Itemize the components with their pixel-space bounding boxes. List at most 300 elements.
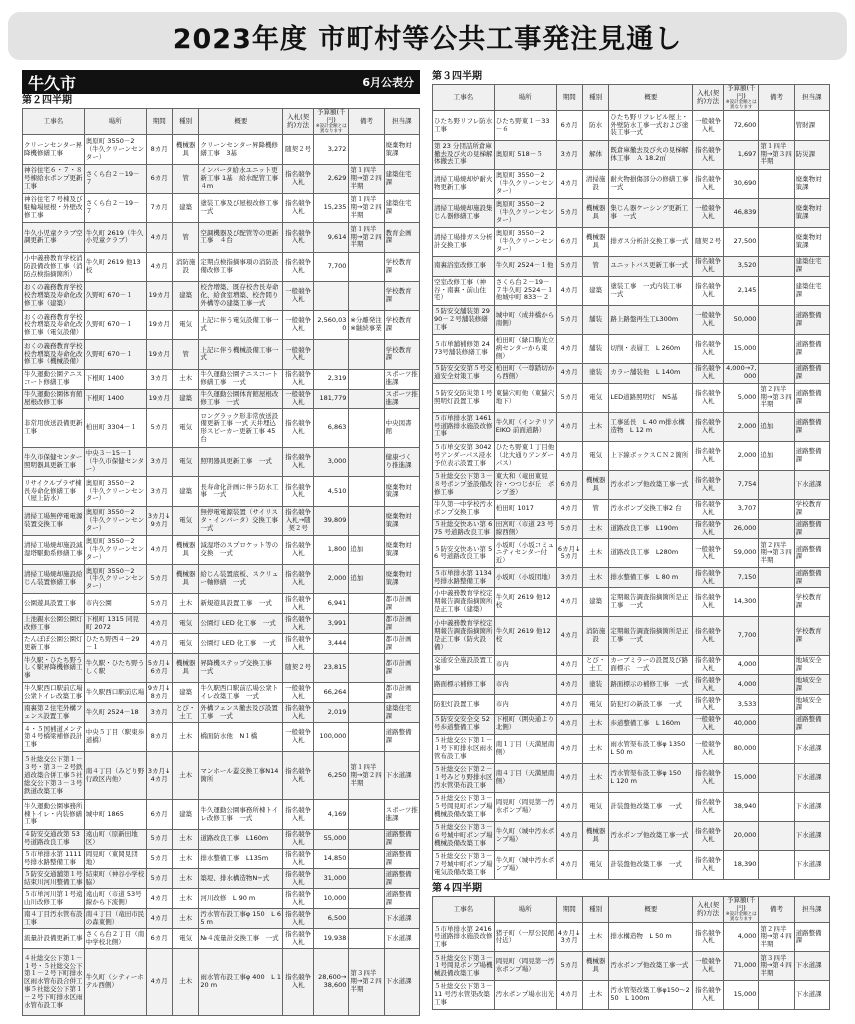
cell-summary: 空調機器及び配管等の更新工事 ４台 xyxy=(199,223,283,252)
column-header-label: 工事名 xyxy=(453,904,474,913)
cell-period: 3カ月 xyxy=(146,448,172,477)
cell-type: 機械器具 xyxy=(172,654,198,683)
cell-remarks: 追加 xyxy=(759,441,794,470)
cell-name: 神谷住宅７号棟及び駐輪場屋根・外壁改修工事 xyxy=(23,194,85,223)
cell-name: ５防安交安第５号交通安全対策工事 xyxy=(433,363,495,383)
cell-period: 4カ月 xyxy=(556,821,582,850)
cell-name: ５防安交安全交 52 号歩道整備工事 xyxy=(433,714,495,734)
cell-summary: 無停電電源装置（サイリスタ・インバータ）交換工事一式 xyxy=(199,506,283,535)
cell-remarks xyxy=(759,227,794,256)
cell-type: 土木 xyxy=(582,763,608,792)
cell-cost: 7,150 xyxy=(724,568,759,588)
cell-period: 19カ月 xyxy=(146,311,172,340)
column-header-remarks xyxy=(759,85,794,111)
cell-cost: 100,000 xyxy=(314,723,349,752)
table-row xyxy=(433,412,830,441)
cell-remarks xyxy=(759,363,794,383)
cell-summary: クリーンセンター昇降機修繕工事 3基 xyxy=(199,135,283,164)
cell-period: 3カ月 xyxy=(146,703,172,723)
table-row xyxy=(433,588,830,617)
cell-place: 市内 xyxy=(494,655,556,675)
cell-place: 牛久町 2524－１他 xyxy=(494,256,556,276)
cell-place: 田宮町（市道 23 号線西側） xyxy=(494,519,556,539)
column-header-name xyxy=(433,897,495,923)
table-row xyxy=(23,829,420,849)
cell-cost: 46,839 xyxy=(724,198,759,227)
cell-place: 城中町（成井橋から南側） xyxy=(494,305,556,334)
quarter-label-q3: 第３四半期 xyxy=(432,71,482,82)
cell-dept: 下水道課 xyxy=(794,821,829,850)
cell-period: 4カ月 xyxy=(556,412,582,441)
cell-cost: 2,000 xyxy=(314,565,349,594)
cell-method: 指名競争入札 xyxy=(693,519,724,539)
cell-method: 一般競争入札 xyxy=(283,389,314,409)
cell-type: 土木 xyxy=(172,849,198,869)
cell-method: 指名競争入札 xyxy=(283,929,314,949)
table-row xyxy=(433,952,830,981)
cell-summary: 汚水ポンプ他改築工事一式 xyxy=(609,470,693,499)
column-header-label: 備考 xyxy=(360,116,373,125)
cell-period: 3カ月↓4カ月 xyxy=(146,752,172,800)
cell-type: 土木 xyxy=(582,568,608,588)
cell-summary: LED道路照明灯 N5基 xyxy=(609,383,693,412)
cell-dept: 廃棄物対策課 xyxy=(794,227,829,256)
cell-name: 南裏第２住宅外構フェンス設置工事 xyxy=(23,703,85,723)
cost-note: ※設計金額とは異なります xyxy=(725,911,757,922)
cell-place: 奥原町 3550－2（牛久クリーンセンター） xyxy=(494,198,556,227)
cell-cost: 15,235 xyxy=(314,194,349,223)
cell-dept: 学校教育課 xyxy=(794,499,829,519)
cell-dept: 地域安全課 xyxy=(794,675,829,695)
cell-type: 電気 xyxy=(582,383,608,412)
cell-period: 6カ月 xyxy=(146,164,172,193)
cell-period: 9カ月↓8カ月 xyxy=(146,683,172,703)
cell-dept: 学校教育課 xyxy=(794,617,829,655)
table-row xyxy=(23,164,420,193)
cell-dept: 道路整備課 xyxy=(794,714,829,734)
cell-cost: 18,390 xyxy=(724,850,759,879)
cell-place: 東大和（竜田東見谷・つつじが丘 ポンプ釜） xyxy=(494,470,556,499)
cell-type: 土木 xyxy=(582,412,608,441)
cell-place: ひたち野東１丁目他（北大通りアンダーパス） xyxy=(494,441,556,470)
column-header-summary xyxy=(609,897,693,923)
cell-method: 指名競争入札 xyxy=(693,675,724,695)
cell-summary: 排水整備工事 L 80 m xyxy=(609,568,693,588)
cell-cost: 50,000 xyxy=(724,305,759,334)
cell-type: 建築 xyxy=(172,389,198,409)
cell-summary: 上記に伴う機械設備工事一式 xyxy=(199,340,283,369)
cell-place: 下根町 1315 同見町 2072 xyxy=(84,614,146,634)
cell-type: 電気 xyxy=(172,506,198,535)
title-bar xyxy=(8,12,847,60)
cell-cost: 3,533 xyxy=(724,695,759,715)
cell-place: さくら台２丁目（南中学校北側） xyxy=(84,929,146,949)
cell-period: 4カ月 xyxy=(556,617,582,655)
cell-place: 小坂町（小坂団地） xyxy=(494,568,556,588)
cell-remarks xyxy=(759,695,794,715)
cell-name: ５防安交快あい第 56 号道路改良工事 xyxy=(433,539,495,568)
column-header-period xyxy=(556,85,582,111)
cell-remarks xyxy=(349,654,384,683)
table-row xyxy=(433,256,830,276)
cell-dept: 都市計画課 xyxy=(384,614,419,634)
cell-remarks xyxy=(759,617,794,655)
cell-period: 4カ月 xyxy=(556,363,582,383)
cell-dept: 道路整備課 xyxy=(794,363,829,383)
table-row xyxy=(23,634,420,654)
cell-method: 指名競争入札 xyxy=(283,800,314,829)
table-header-row xyxy=(433,85,830,111)
cell-type: 土木 xyxy=(172,723,198,752)
cell-dept: 道路整備課 xyxy=(794,519,829,539)
cell-place: 下根町（囲央通より北側） xyxy=(494,714,556,734)
cell-place: ひたち野西４－29－１ xyxy=(84,634,146,654)
cell-dept: 廃棄物対策課 xyxy=(384,506,419,535)
cell-dept: 下水道課 xyxy=(384,949,419,1016)
cell-dept: 都市計画課 xyxy=(384,683,419,703)
cell-summary: ひたち野リフレビル屋上・外壁防水工事一式および塗装工事一式 xyxy=(609,111,693,140)
cell-name: ５市単舗補修第 2473号舗装修繕工事 xyxy=(433,334,495,363)
cell-method: 一般競争入札 xyxy=(693,952,724,981)
cell-summary: 歩道整備工事 L 160m xyxy=(609,714,693,734)
cell-dept: 都市計画課 xyxy=(384,654,419,683)
cell-cost: 31,000 xyxy=(314,869,349,889)
cell-place: 牛久町（城中汚水ポンプ場） xyxy=(494,850,556,879)
cell-type: 塗装 xyxy=(582,363,608,383)
cell-name: 清掃工場焼却炉耐火物更新工事 xyxy=(433,169,495,198)
cell-method: 随契２号 xyxy=(283,135,314,164)
cell-type: 土木 xyxy=(582,923,608,952)
cell-cost: 5,000 xyxy=(724,383,759,412)
cell-dept: 建築住宅課 xyxy=(384,164,419,193)
cell-dept: 道路整備課 xyxy=(794,305,829,334)
right-column xyxy=(432,70,830,1018)
cell-remarks xyxy=(349,849,384,869)
cell-name: 神谷住宅６・７・８号棟給水ポンプ更新工事 xyxy=(23,164,85,193)
cell-place: 市内 xyxy=(494,695,556,715)
table-header-row xyxy=(23,109,420,135)
cell-dept: 建築住宅課 xyxy=(794,256,829,276)
cell-summary: 外構フェンス撤去及び設置工事 一式 xyxy=(199,703,283,723)
cell-summary: 公園灯 LED 化工事 一式 xyxy=(199,634,283,654)
cell-name: ５防安交防災第１号照明灯設置工事 xyxy=(433,383,495,412)
column-header-remarks xyxy=(759,897,794,923)
table-row xyxy=(23,535,420,564)
cell-place: 小坂町（小坂コミュニティセンター付近） xyxy=(494,539,556,568)
cell-method: 指名競争入札 xyxy=(693,441,724,470)
cell-method: 一般競争入札 xyxy=(693,539,724,568)
cell-method: 一般競争入札 xyxy=(693,111,724,140)
cell-dept: 管財課 xyxy=(794,111,829,140)
cell-cost: 3,000 xyxy=(314,448,349,477)
column-header-name xyxy=(23,109,85,135)
cell-method: 指名競争入札 xyxy=(693,588,724,617)
cell-remarks xyxy=(759,714,794,734)
cell-cost: 27,500 xyxy=(724,227,759,256)
cell-name: 清掃工場排ガス分析計交換工事 xyxy=(433,227,495,256)
cell-place: 久野町 670－１ xyxy=(84,340,146,369)
cell-cost: 72,600 xyxy=(724,111,759,140)
cell-summary: ユニットバス更新工事一式 xyxy=(609,256,693,276)
cell-name: 牛久運動公園テニスコート修繕工事 xyxy=(23,369,85,389)
cell-type: 建築 xyxy=(172,281,198,310)
cell-period: 4カ月 xyxy=(556,499,582,519)
cell-type: 土木 xyxy=(582,734,608,763)
cell-remarks: 第１四半期→第２四半期 xyxy=(349,223,384,252)
cell-period: 4カ月 xyxy=(556,675,582,695)
cell-place: 牛久町 2524－18 xyxy=(84,703,146,723)
column-header-label: 担当課 xyxy=(802,92,822,101)
cell-cost: 30,690 xyxy=(724,169,759,198)
cell-summary: 公園灯 LED 化工事 一式 xyxy=(199,614,283,634)
table-row xyxy=(433,655,830,675)
cell-type: 機械器具 xyxy=(172,135,198,164)
cell-cost: 1,800 xyxy=(314,535,349,564)
cell-name: 清掃工場焼却施設集じん器修繕工事 xyxy=(433,198,495,227)
cell-type: 土木 xyxy=(172,869,198,889)
column-header-label: 入札(契約)方法 xyxy=(697,900,720,917)
column-header-label: 概要 xyxy=(644,92,658,101)
cell-place: 遠山町（原新田地区） xyxy=(84,829,146,849)
cell-method: 指名競争入札 xyxy=(283,909,314,929)
cell-summary: 既倉庫撤去及び火の見梯解体工事 Ａ 18.2㎡ xyxy=(609,140,693,169)
cell-type: 機械器具 xyxy=(582,227,608,256)
cell-dept: 都市計画課 xyxy=(384,594,419,614)
cell-cost: 2,145 xyxy=(724,276,759,305)
cell-remarks xyxy=(349,252,384,281)
table-row xyxy=(433,470,830,499)
cell-remarks xyxy=(759,655,794,675)
cell-type: 土木 xyxy=(172,752,198,800)
cell-place: 久野町 670－１ xyxy=(84,311,146,340)
column-header-method xyxy=(693,85,724,111)
cell-place: 柏田町（一尊踏切から西側） xyxy=(494,363,556,383)
cell-summary: 集じん器ケーシング更新工事 一式 xyxy=(609,198,693,227)
table-row xyxy=(23,909,420,929)
cell-name: 牛久運動公園体育館屋根改修工事 xyxy=(23,389,85,409)
cell-name: 防犯灯設置工事 xyxy=(433,695,495,715)
cell-place: 岡見町（岡見第一汚水ポンプ場） xyxy=(494,792,556,821)
cell-name: 空室改修工事（神谷・南裏・前山住宅） xyxy=(433,276,495,305)
cell-summary: 工事延長 L 40 m排水構造物 L 12 m xyxy=(609,412,693,441)
cell-cost: 4,000 xyxy=(724,675,759,695)
cell-cost: 7,754 xyxy=(724,470,759,499)
cell-place: 奥原町 3550－2（牛久クリーンセンター） xyxy=(494,169,556,198)
cell-summary: №４流量計交換工事 一式 xyxy=(199,929,283,949)
table-row xyxy=(23,929,420,949)
cell-dept: 学校教育課 xyxy=(384,340,419,369)
cell-name: 上池親水公園公園灯改修工事 xyxy=(23,614,85,634)
cell-place: 牛久駅西口駅前広場 xyxy=(84,683,146,703)
cell-type: 電気 xyxy=(582,695,608,715)
table-row xyxy=(433,792,830,821)
column-header-label: 担当課 xyxy=(802,904,822,913)
cell-method: 一般競争入札 xyxy=(693,734,724,763)
cell-cost: 14,300 xyxy=(724,588,759,617)
cell-period: 4カ月 xyxy=(556,588,582,617)
cell-summary: 定期報告調査指摘箇所是正工事 一式 xyxy=(609,588,693,617)
cell-period: 8カ月 xyxy=(146,723,172,752)
table-row xyxy=(23,252,420,281)
cell-dept: 地域安全課 xyxy=(794,695,829,715)
cell-dept: 学校教育課 xyxy=(384,311,419,340)
cell-cost: 55,000 xyxy=(314,829,349,849)
cell-place: 市内 xyxy=(494,675,556,695)
table-row xyxy=(23,594,420,614)
cell-type: 管 xyxy=(172,340,198,369)
cell-remarks xyxy=(759,334,794,363)
cell-dept: 道路整備課 xyxy=(384,889,419,909)
cell-remarks: 第３四半期→第４四半期 xyxy=(759,952,794,981)
cell-cost: 23,815 xyxy=(314,654,349,683)
cell-place: 久野町 670－１ xyxy=(84,281,146,310)
cell-method: 一般競争入札 xyxy=(283,281,314,310)
cell-cost: 15,000 xyxy=(724,334,759,363)
column-header-period xyxy=(146,109,172,135)
column-header-cost xyxy=(724,85,759,111)
cell-period: 4カ月 xyxy=(556,276,582,305)
cell-type: 土木 xyxy=(582,981,608,1010)
cell-method: 指名競争入札 xyxy=(693,412,724,441)
cell-place: 牛久町 2619（牛久小児童クラブ） xyxy=(84,223,146,252)
table-row xyxy=(23,223,420,252)
cell-name: ５社総交公下第２－１号みどり野排水区汚水管渠布設工事 xyxy=(433,763,495,792)
cell-remarks xyxy=(349,506,384,535)
cell-cost: 4,000 xyxy=(724,923,759,952)
cell-place: 遠山町（市道 53号線から下流側） xyxy=(84,889,146,909)
cell-name: ５社総交公下第３－１号岡見ポンプ場機械設備改築工事 xyxy=(433,952,495,981)
cell-cost: 59,000 xyxy=(724,539,759,568)
table-row xyxy=(433,363,830,383)
cell-place: 下根町 1400 xyxy=(84,369,146,389)
cell-place: 奥原町 518－５ xyxy=(494,140,556,169)
cell-period: 4カ月 xyxy=(146,889,172,909)
table-row xyxy=(433,734,830,763)
cell-type: 電気 xyxy=(582,792,608,821)
cell-summary: マンホール蓋交換工事N14 箇所 xyxy=(199,752,283,800)
cell-type: 土木 xyxy=(172,594,198,614)
cell-name: ５社総交快あい第 675 号道路改良工事 xyxy=(433,519,495,539)
cell-name: 牛久第一中学校汚水ポンプ交換工事 xyxy=(433,499,495,519)
cell-place: ひたち野東１－33－６ xyxy=(494,111,556,140)
table-row xyxy=(23,281,420,310)
cell-summary: 照明器具更新工事 一式 xyxy=(199,448,283,477)
cell-period: 4カ月 xyxy=(556,981,582,1010)
cell-method: 指名競争入札 xyxy=(693,568,724,588)
cell-type: 建築 xyxy=(172,800,198,829)
cell-method: 一般競争入札 xyxy=(693,305,724,334)
cell-name: ５社総交公下第３－８号ポンプ釜設備改修工事 xyxy=(433,470,495,499)
cell-cost: 2,000 xyxy=(724,412,759,441)
cell-period: 8カ月 xyxy=(146,135,172,164)
cell-type: 土木 xyxy=(172,949,198,1016)
cell-name: ひたち野リフレ防水工事 xyxy=(433,111,495,140)
cell-dept: 道路整備課 xyxy=(794,539,829,568)
table-row xyxy=(23,409,420,448)
cell-method: 指名競争入札 xyxy=(283,634,314,654)
cell-method: 指名競争入札 xyxy=(283,535,314,564)
cell-dept: 廃棄物対策課 xyxy=(794,169,829,198)
cell-dept: 廃棄物対策課 xyxy=(384,477,419,506)
cell-place: 南４丁目（竜田市民の森東側） xyxy=(84,909,146,929)
cell-dept: 下水道課 xyxy=(794,792,829,821)
cell-cost: 19,938 xyxy=(314,929,349,949)
cell-remarks xyxy=(349,369,384,389)
cell-dept: 下水道課 xyxy=(384,752,419,800)
cell-method: 指名競争入札 xyxy=(693,923,724,952)
cell-cost: 7,700 xyxy=(724,617,759,655)
table-row xyxy=(433,714,830,734)
cell-method: 指名競争入札 xyxy=(693,256,724,276)
cell-remarks xyxy=(759,519,794,539)
cell-method: 指名競争入札 xyxy=(283,752,314,800)
cell-method: 指名競争入札 xyxy=(283,409,314,448)
table-row xyxy=(23,752,420,800)
cell-method: 指名競争入札 xyxy=(283,194,314,223)
cell-period: 4カ月 xyxy=(146,634,172,654)
table-row xyxy=(23,869,420,889)
quarter-label-q2: 第２四半期 xyxy=(22,95,72,106)
cell-remarks: 第１四半期→第２四半期 xyxy=(349,752,384,800)
cell-dept: 学校教育課 xyxy=(384,252,419,281)
table-row xyxy=(433,305,830,334)
cell-type: 建築 xyxy=(172,683,198,703)
table-header-row xyxy=(433,897,830,923)
table-row xyxy=(23,448,420,477)
column-header-label: 概要 xyxy=(234,116,248,125)
cell-summary: 校舎増築、既存校舎長寿命化、給食室増築、校舎間り外構等の建築工事一式 xyxy=(199,281,283,310)
cell-remarks: 第２四半期→第４四半期 xyxy=(759,923,794,952)
cell-type: 解体 xyxy=(582,140,608,169)
column-header-period xyxy=(556,897,582,923)
cell-remarks xyxy=(349,281,384,310)
table-row xyxy=(433,763,830,792)
cell-type: 防水 xyxy=(582,111,608,140)
cell-remarks xyxy=(349,448,384,477)
cell-place: 奥原町 3550－2（牛久クリーンセンター） xyxy=(494,227,556,256)
cell-dept: 建築住宅課 xyxy=(384,703,419,723)
table-row xyxy=(433,519,830,539)
municipality-header xyxy=(22,70,420,94)
cell-summary: 汚水管布設工事φ 150 L 65 m xyxy=(199,909,283,929)
column-header-type xyxy=(582,85,608,111)
cell-place: 下根町 1400 xyxy=(84,389,146,409)
cell-name: 非常用放送設備更新工事 xyxy=(23,409,85,448)
cell-summary: 防犯灯の新設工事 一式 xyxy=(609,695,693,715)
cell-dept: 都市計画課 xyxy=(384,634,419,654)
table-q2 xyxy=(22,108,420,1016)
cell-dept: 廃棄物対策課 xyxy=(384,135,419,164)
table-row xyxy=(433,923,830,952)
cell-remarks: 第１四半期→第３四半期 xyxy=(759,140,794,169)
column-header-method xyxy=(693,897,724,923)
table-row xyxy=(23,889,420,909)
cell-period: 4カ月 xyxy=(146,949,172,1016)
cell-dept: 道路整備課 xyxy=(794,412,829,441)
cell-summary: 牛久駅西口駅前広場公衆トイレ改築工事 一式 xyxy=(199,683,283,703)
cell-dept: 下水道課 xyxy=(794,952,829,981)
cell-type: 管 xyxy=(172,164,198,193)
cell-dept: 道路整備課 xyxy=(384,849,419,869)
table-row xyxy=(23,194,420,223)
cell-method: 指名競争入札 xyxy=(693,821,724,850)
cell-summary: 上記に伴う電気設備工事一式 xyxy=(199,311,283,340)
cell-dept: 廃棄物対策課 xyxy=(794,198,829,227)
column-header-summary xyxy=(199,109,283,135)
cell-place: 奥原町 3550－2（牛久クリーンセンター） xyxy=(84,135,146,164)
page-title: 2023年度 市町村等公共工事発注見通し xyxy=(172,23,683,55)
cell-summary: カーブミラーの設置及び路面標示 一式 xyxy=(609,655,693,675)
